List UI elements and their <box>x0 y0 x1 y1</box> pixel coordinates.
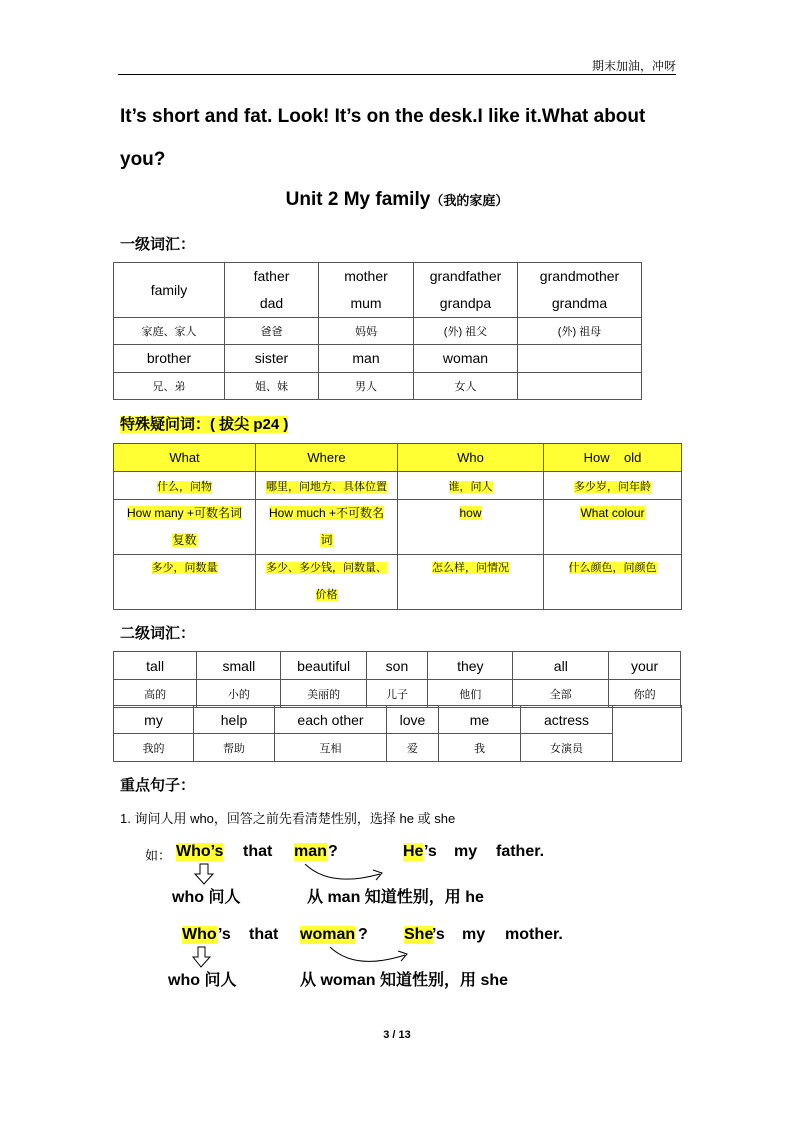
vocab-word: mum <box>350 295 382 311</box>
vocab1-table <box>113 262 642 400</box>
intro-line-1: It’s short and fat. Look! It’s on the desk.I like it.What about <box>120 106 646 127</box>
question-phrase <box>544 500 682 555</box>
example-word: that <box>243 843 273 860</box>
vocab-meaning: 我的 <box>114 734 194 762</box>
questions-title <box>120 413 288 434</box>
vocab-meaning: 妈妈 <box>319 318 414 345</box>
question-meaning-text: 多少岁，问年龄 <box>574 480 651 493</box>
vocab-meaning: 我 <box>439 734 521 762</box>
key-title: 重点句子： <box>120 777 196 794</box>
question-meaning-text: 多少、多少钱，问数量、 <box>266 562 387 574</box>
vocab-word: your <box>609 652 681 680</box>
table-row <box>114 444 682 472</box>
table-cell <box>518 263 642 318</box>
table-cell <box>319 263 414 318</box>
question-meaning-text: 什么，问物 <box>157 480 212 493</box>
table-row <box>114 345 642 373</box>
note-1a: who 问人 <box>172 889 241 906</box>
example-word: ? <box>358 926 368 943</box>
vocab-word: tall <box>114 652 197 680</box>
vocab-word: mother <box>344 268 388 284</box>
curved-arrow-icon <box>330 947 405 961</box>
unit-title <box>0 189 794 211</box>
question-phrase-text: How much +不可数名 <box>268 506 385 520</box>
vocab-meaning: 女人 <box>414 373 518 400</box>
header-text: 期末加油，冲呀 <box>591 59 676 73</box>
vocab-meaning: 男人 <box>319 373 414 400</box>
question-phrase <box>398 500 544 555</box>
vocab-word: family <box>150 281 188 298</box>
vocab-meaning <box>518 373 642 400</box>
example-word: ’s <box>432 926 445 943</box>
vocab-word: all <box>513 652 609 680</box>
vocab-meaning: 女演员 <box>521 734 613 762</box>
down-arrow-icon <box>193 947 210 967</box>
vocab1-title: 一级词汇： <box>120 236 196 253</box>
question-meaning-text: 哪里，问地方、具体位置 <box>266 480 387 493</box>
question-word: Who <box>398 444 544 472</box>
question-word: Where <box>256 444 398 472</box>
question-meaning <box>256 555 398 610</box>
table-row <box>114 500 682 555</box>
example-word: Who <box>182 926 217 943</box>
vocab-word: small <box>197 652 281 680</box>
example-word: my <box>454 843 478 860</box>
question-meaning <box>398 555 544 610</box>
vocab-meaning: 高的 <box>114 680 197 708</box>
question-meaning <box>544 472 682 500</box>
vocab-word: me <box>439 706 521 734</box>
question-phrase-text: how <box>459 506 482 520</box>
vocab-meaning: 儿子 <box>366 680 427 708</box>
example-word-woman: woman <box>300 926 356 943</box>
example-word: my <box>462 926 486 943</box>
question-phrase-text: 词 <box>320 533 333 547</box>
table-row <box>114 263 642 318</box>
question-meaning-text: 多少，问数量 <box>151 562 218 574</box>
vocab-word: father <box>253 268 290 284</box>
table-row <box>114 318 642 345</box>
question-meaning-text: 什么颜色，问颜色 <box>568 562 657 574</box>
example-word: father. <box>496 843 545 860</box>
example-prefix: 如： <box>145 848 172 863</box>
vocab-meaning: 小的 <box>197 680 281 708</box>
vocab2-title: 二级词汇： <box>120 625 196 642</box>
vocab-word: each other <box>275 706 387 734</box>
vocab-meaning: (外) 祖父 <box>414 318 518 345</box>
header-divider <box>118 74 676 75</box>
vocab-word: grandpa <box>439 295 492 311</box>
vocab-word: they <box>428 652 513 680</box>
vocab-word: woman <box>414 345 518 373</box>
example-word: mother. <box>505 926 563 943</box>
example-word-she: She <box>404 926 434 943</box>
vocab2-table-row2 <box>113 705 682 762</box>
vocab-meaning: 他们 <box>428 680 513 708</box>
down-arrow-icon <box>195 864 213 884</box>
vocab-word <box>518 345 642 373</box>
vocab-word: brother <box>114 345 225 373</box>
table-row <box>114 373 642 400</box>
unit-title-main: Unit 2 My family <box>285 189 431 210</box>
question-meaning-text: 价格 <box>315 589 338 601</box>
example-word: ’s <box>424 843 437 860</box>
example-word: ? <box>328 843 338 860</box>
questions-title-text: 特殊疑问词：( 拔尖 p24 ) <box>120 416 289 433</box>
vocab-word: grandmother <box>539 268 620 284</box>
table-row <box>114 472 682 500</box>
table-row <box>114 652 681 680</box>
curved-arrow-icon <box>305 864 380 879</box>
vocab-meaning: 爸爸 <box>225 318 319 345</box>
vocab-word: sister <box>225 345 319 373</box>
question-meaning <box>114 555 256 610</box>
vocab-meaning: 你的 <box>609 680 681 708</box>
question-meaning <box>114 472 256 500</box>
vocab2-table <box>113 651 681 708</box>
intro-line-2: you? <box>120 149 166 170</box>
question-meaning <box>398 472 544 500</box>
question-phrase <box>114 500 256 555</box>
question-phrase-text: What colour <box>580 506 645 520</box>
vocab-word: love <box>387 706 439 734</box>
question-phrase-text: How many +可数名词 <box>126 506 243 520</box>
table-cell <box>414 263 518 318</box>
vocab-meaning: 兄、弟 <box>114 373 225 400</box>
question-phrase <box>256 500 398 555</box>
vocab-meaning: 帮助 <box>194 734 275 762</box>
example-word-man: man <box>294 843 327 860</box>
vocab-word: dad <box>259 295 284 311</box>
example-word: that <box>249 926 279 943</box>
vocab-word: grandfather <box>429 268 502 284</box>
question-meaning-text: 谁，问人 <box>448 480 493 493</box>
page-number: 3 / 13 <box>383 1029 411 1041</box>
vocab-meaning: 爱 <box>387 734 439 762</box>
question-word: How old <box>544 444 682 472</box>
example-word-he: He <box>403 843 424 860</box>
table-row <box>114 680 681 708</box>
table-row <box>114 706 682 734</box>
table-cell <box>114 263 225 318</box>
note-2a: who 问人 <box>168 972 237 989</box>
note-2b: 从 woman 知道性别，用 she <box>300 972 509 989</box>
question-phrase-text: 复数 <box>172 533 197 547</box>
vocab-word: actress <box>521 706 613 734</box>
vocab-word: my <box>114 706 194 734</box>
vocab-meaning: (外) 祖母 <box>518 318 642 345</box>
note-1b: 从 man 知道性别，用 he <box>307 889 484 906</box>
question-meaning <box>544 555 682 610</box>
vocab-word: beautiful <box>281 652 366 680</box>
example-word: Who’s <box>176 843 224 860</box>
question-meaning-text: 怎么样，问情况 <box>432 562 509 574</box>
vocab-meaning: 全部 <box>513 680 609 708</box>
vocab-word: help <box>194 706 275 734</box>
vocab-word: grandma <box>551 295 608 311</box>
vocab-meaning: 互相 <box>275 734 387 762</box>
vocab-meaning: 姐、妹 <box>225 373 319 400</box>
vocab-word: son <box>366 652 427 680</box>
example-word: ’s <box>218 926 231 943</box>
vocab-word: man <box>319 345 414 373</box>
table-row <box>114 734 682 762</box>
unit-title-sub: （我的家庭） <box>430 193 509 208</box>
table-row <box>114 555 682 610</box>
table-cell <box>225 263 319 318</box>
question-meaning <box>256 472 398 500</box>
vocab-meaning: 家庭、家人 <box>114 318 225 345</box>
question-word: What <box>114 444 256 472</box>
key-item-1: 1. 询问人用 who，回答之前先看清楚性别，选择 he 或 she <box>120 811 456 826</box>
questions-table <box>113 443 682 610</box>
empty-cell <box>613 706 682 762</box>
vocab-meaning: 美丽的 <box>281 680 366 708</box>
